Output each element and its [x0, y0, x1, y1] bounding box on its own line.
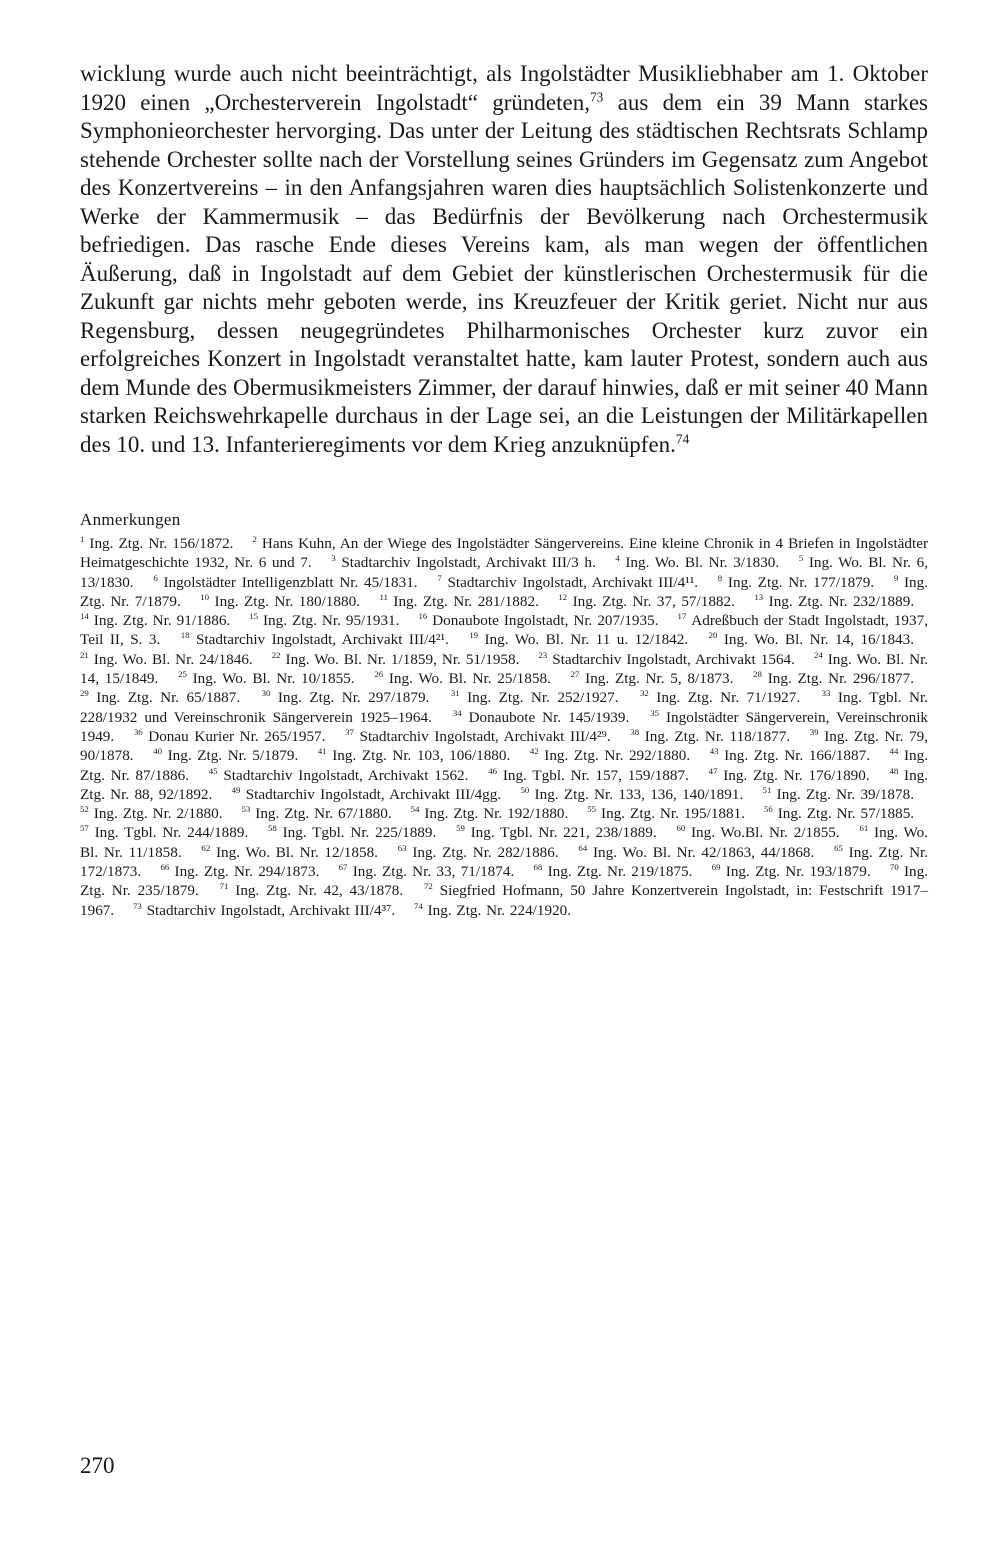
footnote-text: Ing. Ztg. Nr. 87/1886. — [80, 747, 929, 784]
footnote-text: Ing. Wo. Bl. Nr. 25/1858. — [388, 670, 551, 688]
footnote-item — [374, 670, 551, 687]
footnote-number: 13 — [754, 591, 764, 602]
footnote-item — [538, 651, 795, 668]
footnote-number: 31 — [450, 688, 460, 699]
footnote-text: Siegfried Hofmann, 50 Jahre Konzertverein Ingolstadt, in: Festschrift 1917–1967. — [80, 882, 929, 919]
footnote-number: 65 — [834, 842, 843, 853]
footnote-text: Ing. Ztg. Nr. 166/1887. — [724, 747, 870, 765]
footnote-text: Ing. Wo. Bl. Nr. 6, 13/1830. — [80, 554, 929, 591]
footnote-number: 16 — [418, 611, 428, 622]
footnote-number: 8 — [717, 572, 723, 583]
footnote-item — [178, 670, 355, 687]
footnote-text: Ing. Ztg. Nr. 133, 136, 140/1891. — [534, 785, 744, 803]
footnote-item — [262, 689, 430, 706]
footnote-item — [558, 593, 735, 610]
footnote-text: Ing. Wo. Bl. Nr. 12/1858. — [215, 843, 378, 861]
footnote-item — [232, 786, 502, 803]
footnote-item — [134, 728, 326, 745]
footnote-item — [80, 612, 230, 629]
footnote-text: Ing. Ztg. Nr. 67/1880. — [255, 805, 392, 823]
footnote-item — [272, 651, 520, 668]
footnote-item — [80, 689, 240, 706]
footnote-text: Ing. Wo.Bl. Nr. 2/1855. — [691, 824, 840, 842]
footnote-text: Ing. Ztg. Nr. 37, 57/1882. — [572, 592, 735, 610]
footnote-text: Ing. Ztg. Nr. 281/1882. — [393, 592, 539, 610]
footnote-item — [153, 747, 298, 764]
footnote-text: Ing. Ztg. Nr. 224/1920. — [427, 901, 572, 919]
footnote-text: Ing. Ztg. Nr. 219/1875. — [547, 863, 693, 881]
body-text-part-1: wicklung wurde auch nicht beeinträchtigt, als Ingolstädter Musikliebhaber am 1. Oktober 1920 einen „Orchesterverein Ingolstadt“ gründeten, — [80, 61, 928, 115]
footnote-number: 21 — [80, 649, 89, 660]
footnote-item — [754, 593, 914, 610]
footnote-text: Ing. Ztg. Nr. 118/1877. — [644, 727, 791, 745]
footnote-item — [712, 863, 871, 880]
footnote-item — [220, 882, 404, 899]
footnote-number: 14 — [80, 611, 89, 622]
footnote-number: 33 — [821, 688, 831, 699]
footnote-text: Ing. Wo. Bl. Nr. 24/1846. — [93, 650, 253, 668]
footnote-ref-73[interactable]: 73 — [589, 88, 604, 104]
footnote-text: Ing. Ztg. Nr. 192/1880. — [424, 805, 569, 823]
footnote-number: 2 — [252, 533, 257, 544]
footnote-number: 58 — [268, 823, 277, 834]
footnote-number: 41 — [317, 746, 327, 757]
footnote-ref-74[interactable]: 74 — [675, 430, 690, 446]
footnote-number: 61 — [859, 823, 869, 834]
footnote-text: Ing. Ztg. Nr. 7/1879. — [80, 573, 929, 610]
footnote-item — [249, 612, 399, 629]
footnote-item — [318, 747, 510, 764]
footnote-number: 64 — [578, 842, 588, 853]
footnote-number: 20 — [708, 630, 718, 641]
footnote-text: Ing. Ztg. Nr. 176/1890. — [723, 766, 870, 784]
footnote-item — [520, 786, 743, 803]
footnote-item — [453, 709, 629, 726]
footnote-item — [587, 805, 745, 822]
footnote-text: Ing. Ztg. Nr. 91/1886. — [93, 612, 231, 630]
footnote-number: 69 — [711, 861, 721, 872]
footnote-text: Ing. Ztg. Nr. 195/1881. — [601, 805, 745, 823]
footnote-item — [418, 612, 658, 629]
footnote-text: Stadtarchiv Ingolstadt, Archivakt III/4gg. — [245, 785, 502, 803]
footnote-number: 11 — [379, 591, 388, 602]
footnote-item — [181, 631, 449, 648]
footnote-text: Ing. Ztg. Nr. 292/1880. — [544, 747, 691, 765]
footnote-item — [414, 902, 571, 919]
footnote-item — [709, 767, 870, 784]
footnote-text: Ing. Tgbl. Nr. 244/1889. — [94, 824, 249, 842]
footnote-item — [763, 786, 914, 803]
footnote-number: 54 — [410, 804, 420, 815]
footnote-item — [160, 863, 319, 880]
footnote-text: Stadtarchiv Ingolstadt, Archivakt III/4³⁷. — [146, 901, 396, 919]
footnote-text: Ing. Ztg. Nr. 296/1877. — [767, 670, 915, 688]
page-number: 270 — [80, 1453, 115, 1478]
footnote-text: Ing. Ztg. Nr. 252/1927. — [467, 689, 619, 707]
footnote-number: 73 — [132, 900, 142, 911]
footnote-item — [710, 747, 870, 764]
footnote-text: Ing. Ztg. Nr. 88, 92/1892. — [80, 766, 929, 803]
footnote-item — [379, 593, 538, 610]
footnote-text: Ing. Ztg. Nr. 71/1927. — [656, 689, 801, 707]
footnote-text: Ing. Ztg. Nr. 156/1872. — [89, 535, 234, 552]
footnote-number: 57 — [80, 823, 89, 834]
page-content — [80, 60, 928, 920]
footnote-item — [718, 574, 874, 591]
footnote-number: 44 — [889, 746, 899, 757]
footnote-item — [764, 805, 914, 822]
footnote-text: Ing. Wo. Bl. Nr. 10/1855. — [192, 670, 355, 688]
footnote-text: Stadtarchiv Ingolstadt, Archivakt III/4²¹. — [195, 631, 449, 649]
footnote-number: 25 — [178, 669, 187, 680]
footnote-text: Stadtarchiv Ingolstadt, Archivakt III/3 h. — [341, 554, 596, 572]
footnote-number: 10 — [200, 591, 210, 602]
footnote-number: 53 — [241, 804, 251, 815]
footnote-item — [488, 767, 689, 784]
footnote-text: Ing. Ztg. Nr. 95/1931. — [263, 612, 400, 630]
footnote-text: Ing. Ztg. Nr. 79, 90/1878. — [80, 727, 929, 765]
footnote-number: 32 — [640, 688, 649, 699]
footnote-number: 72 — [424, 881, 433, 892]
footnote-text: Ing. Wo. Bl. Nr. 14, 15/1849. — [80, 650, 929, 688]
footnote-number: 55 — [587, 804, 597, 815]
footnote-number: 26 — [374, 669, 384, 680]
footnote-number: 4 — [615, 553, 620, 564]
footnote-number: 48 — [889, 765, 899, 776]
footnote-item — [456, 824, 657, 841]
footnote-item — [640, 689, 800, 706]
footnote-number: 19 — [469, 630, 479, 641]
footnote-item — [571, 670, 734, 687]
footnote-number: 12 — [558, 591, 568, 602]
footnote-text: Ing. Wo. Bl. Nr. 3/1830. — [625, 554, 780, 572]
footnote-number: 5 — [798, 553, 804, 564]
footnote-text: Ing. Ztg. Nr. 232/1889. — [768, 592, 915, 610]
footnote-number: 18 — [180, 630, 190, 641]
footnote-number: 1 — [80, 533, 85, 544]
footnote-text: Ing. Ztg. Nr. 57/1885. — [777, 805, 915, 823]
footnote-text: Ing. Ztg. Nr. 282/1886. — [412, 843, 559, 861]
footnote-number: 37 — [345, 726, 354, 737]
footnote-number: 7 — [437, 572, 442, 583]
footnote-item — [153, 574, 417, 591]
footnote-item — [437, 574, 698, 591]
footnote-number: 22 — [271, 649, 281, 660]
footnote-number: 17 — [677, 611, 687, 622]
footnote-text: Ing. Ztg. Nr. 2/1880. — [93, 805, 223, 823]
footnote-text: Ing. Ztg. Nr. 235/1879. — [80, 863, 929, 900]
footnote-number: 62 — [201, 842, 211, 853]
footnote-number: 50 — [520, 784, 530, 795]
footnote-number: 66 — [160, 861, 170, 872]
footnote-item — [331, 554, 595, 571]
footnote-text: Donaubote Nr. 145/1939. — [468, 708, 630, 726]
footnote-number: 59 — [456, 823, 465, 834]
footnote-number: 74 — [413, 900, 423, 911]
footnote-item — [80, 535, 233, 552]
footnote-text: Ing. Wo. Bl. Nr. 14, 16/1843. — [723, 631, 915, 649]
footnote-number: 43 — [709, 746, 719, 757]
footnote-text: Ing. Tgbl. Nr. 157, 159/1887. — [502, 766, 689, 784]
notes-list — [80, 534, 928, 920]
footnote-number: 30 — [261, 688, 271, 699]
footnote-number: 35 — [650, 707, 660, 718]
footnote-number: 68 — [533, 861, 543, 872]
footnote-text: Stadtarchiv Ingolstadt, Archivakt 1562. — [223, 766, 469, 784]
footnote-text: Stadtarchiv Ingolstadt, Archivakt III/4¹¹. — [447, 573, 699, 591]
footnote-number: 51 — [762, 784, 772, 795]
footnote-item — [534, 863, 693, 880]
footnote-text: Ing. Ztg. Nr. 42, 43/1878. — [235, 882, 404, 900]
footnote-text: Ing. Tgbl. Nr. 228/1932 und Vereinschronik Sängerverein 1925–1964. — [80, 689, 929, 726]
footnote-number: 15 — [249, 611, 259, 622]
footnote-text: Ing. Ztg. Nr. 294/1873. — [174, 863, 320, 881]
footnote-item — [80, 651, 253, 668]
footnote-text: Adreßbuch der Stadt Ingolstadt, 1937, Teil II, S. 3. — [80, 612, 929, 649]
footnote-item — [200, 593, 360, 610]
footnote-number: 38 — [630, 726, 640, 737]
footnote-text: Donaubote Ingolstadt, Nr. 207/1935. — [432, 612, 659, 630]
footnote-number: 63 — [397, 842, 407, 853]
footnote-item — [268, 824, 436, 841]
body-text-part-2: aus dem ein 39 Mann starkes Symphonieorchester hervorging. Das unter der Leitung des städtischen Rechtsrats Schlamp stehende Orchester sollte nach der Vorstellung seines Gründers im Gegensatz zum Angebot des Konzertvereins – in den Anfangsjahren waren dies hauptsächlich Solistenkonzerte und Werke der Kammermusik – das Bedürfnis der Bevölkerung nach Orchestermusik befriedigen. Das rasche Ende dieses Vereins kam, als man wegen der öffentlichen Äußerung, daß in Ingolstadt auf dem Gebiet der künstlerischen Orchestermusik für die Zukunft gar nichts mehr geboten werde, ins Kreuzfeuer der Kritik geriet. Nicht nur aus Regensburg, dessen neugegründetes Philharmonisches Orchester kurz zuvor ein erfolgreiches Konzert in Ingolstadt veranstaltet hatte, kam lauter Protest, sondern auch aus dem Munde des Obermusikmeisters Zimmer, der darauf hinwies, daß er mit seiner 40 Mann starken Reichswehrkapelle durchaus in der Lage sei, an die Leistungen der Militärkapellen des 10. und 13. Infanterieregiments vor dem Krieg anzuknüpfen. — [80, 89, 928, 457]
footnote-item — [530, 747, 690, 764]
footnote-number: 34 — [452, 707, 462, 718]
footnote-text: Ing. Wo. Bl. Nr. 42/1863, 44/1868. — [592, 843, 815, 861]
footnote-number: 45 — [208, 765, 218, 776]
footnote-number: 36 — [133, 726, 143, 737]
footnote-number: 70 — [889, 861, 899, 872]
footnote-text: Ing. Ztg. Nr. 103, 106/1880. — [332, 747, 511, 765]
footnote-number: 56 — [763, 804, 773, 815]
footnote-item — [709, 631, 914, 648]
footnote-number: 6 — [153, 572, 158, 583]
footnote-number: 3 — [331, 553, 336, 564]
footnote-number: 60 — [676, 823, 686, 834]
footnote-number: 23 — [538, 649, 548, 660]
footnote-number: 39 — [809, 726, 819, 737]
notes-heading: Anmerkungen — [80, 510, 181, 529]
footnote-item — [753, 670, 914, 687]
footnote-item — [133, 902, 395, 919]
footnote-number: 29 — [80, 688, 89, 699]
footnote-item — [469, 631, 688, 648]
footnote-item — [630, 728, 790, 745]
footnote-text: Ing. Wo. Bl. Nr. 11 u. 12/1842. — [484, 631, 689, 649]
footnote-item — [209, 767, 469, 784]
footnote-item — [451, 689, 619, 706]
footnote-number: 49 — [231, 784, 241, 795]
footnote-text: Ing. Ztg. Nr. 297/1879. — [277, 689, 430, 707]
footnote-number: 47 — [708, 765, 718, 776]
footnote-text: Ing. Ztg. Nr. 180/1880. — [214, 592, 360, 610]
footnote-text: Stadtarchiv Ingolstadt, Archivakt III/4²⁹. — [359, 727, 611, 745]
footnote-number: 40 — [153, 746, 162, 757]
footnote-text: Ing. Ztg. Nr. 172/1873. — [80, 843, 929, 881]
footnote-item — [339, 863, 515, 880]
footnote-number: 71 — [219, 881, 229, 892]
footnote-item — [345, 728, 611, 745]
footnote-item — [676, 824, 839, 841]
footnote-number: 28 — [753, 669, 762, 680]
footnote-text: Ingolstädter Sängerverein, Vereinschronik 1949. — [80, 708, 929, 745]
body-paragraph — [80, 60, 928, 459]
footnote-item — [398, 844, 559, 861]
footnote-text: Ing. Ztg. Nr. 65/1887. — [96, 689, 241, 707]
footnote-text: Ing. Ztg. Nr. 177/1879. — [727, 573, 875, 591]
footnote-item — [201, 844, 378, 861]
footnote-text: Ingolstädter Intelligenzblatt Nr. 45/1831. — [163, 573, 418, 591]
footnote-text: Ing. Tgbl. Nr. 221, 238/1889. — [470, 824, 657, 842]
footnote-number: 27 — [570, 669, 580, 680]
footnote-item — [80, 824, 248, 841]
footnote-number: 9 — [893, 572, 899, 583]
footnote-text: Donau Kurier Nr. 265/1957. — [148, 727, 326, 745]
footnote-number: 24 — [813, 649, 823, 660]
footnote-item — [411, 805, 569, 822]
footnote-number: 46 — [488, 765, 498, 776]
footnote-item — [80, 805, 223, 822]
footnote-text: Stadtarchiv Ingolstadt, Archivakt 1564. — [552, 650, 795, 668]
footnote-text: Ing. Tgbl. Nr. 225/1889. — [282, 824, 437, 842]
footnote-text: Ing. Ztg. Nr. 5/1879. — [167, 747, 299, 765]
footnote-item — [578, 844, 814, 861]
footnote-number: 52 — [80, 804, 89, 815]
footnote-text: Ing. Ztg. Nr. 193/1879. — [725, 863, 871, 881]
footnote-text: Ing. Ztg. Nr. 39/1878. — [776, 785, 915, 803]
footnote-text: Ing. Ztg. Nr. 5, 8/1873. — [585, 670, 734, 688]
footnote-item — [242, 805, 392, 822]
footnote-text: Ing. Wo. Bl. Nr. 11/1858. — [80, 824, 929, 861]
footnote-text: Ing. Wo. Bl. Nr. 1/1859, Nr. 51/1958. — [285, 650, 520, 668]
footnote-text: Hans Kuhn, An der Wiege des Ingolstädter Sängervereins. Eine kleine Chronik in 4 Briefen in Ingolstädter Heimatgeschichte 1932, Nr. 6 und 7. — [80, 535, 929, 572]
footnote-text: Ing. Ztg. Nr. 33, 71/1874. — [352, 863, 515, 881]
footnote-number: 67 — [338, 861, 348, 872]
footnote-item — [615, 554, 779, 571]
footnote-number: 42 — [529, 746, 539, 757]
